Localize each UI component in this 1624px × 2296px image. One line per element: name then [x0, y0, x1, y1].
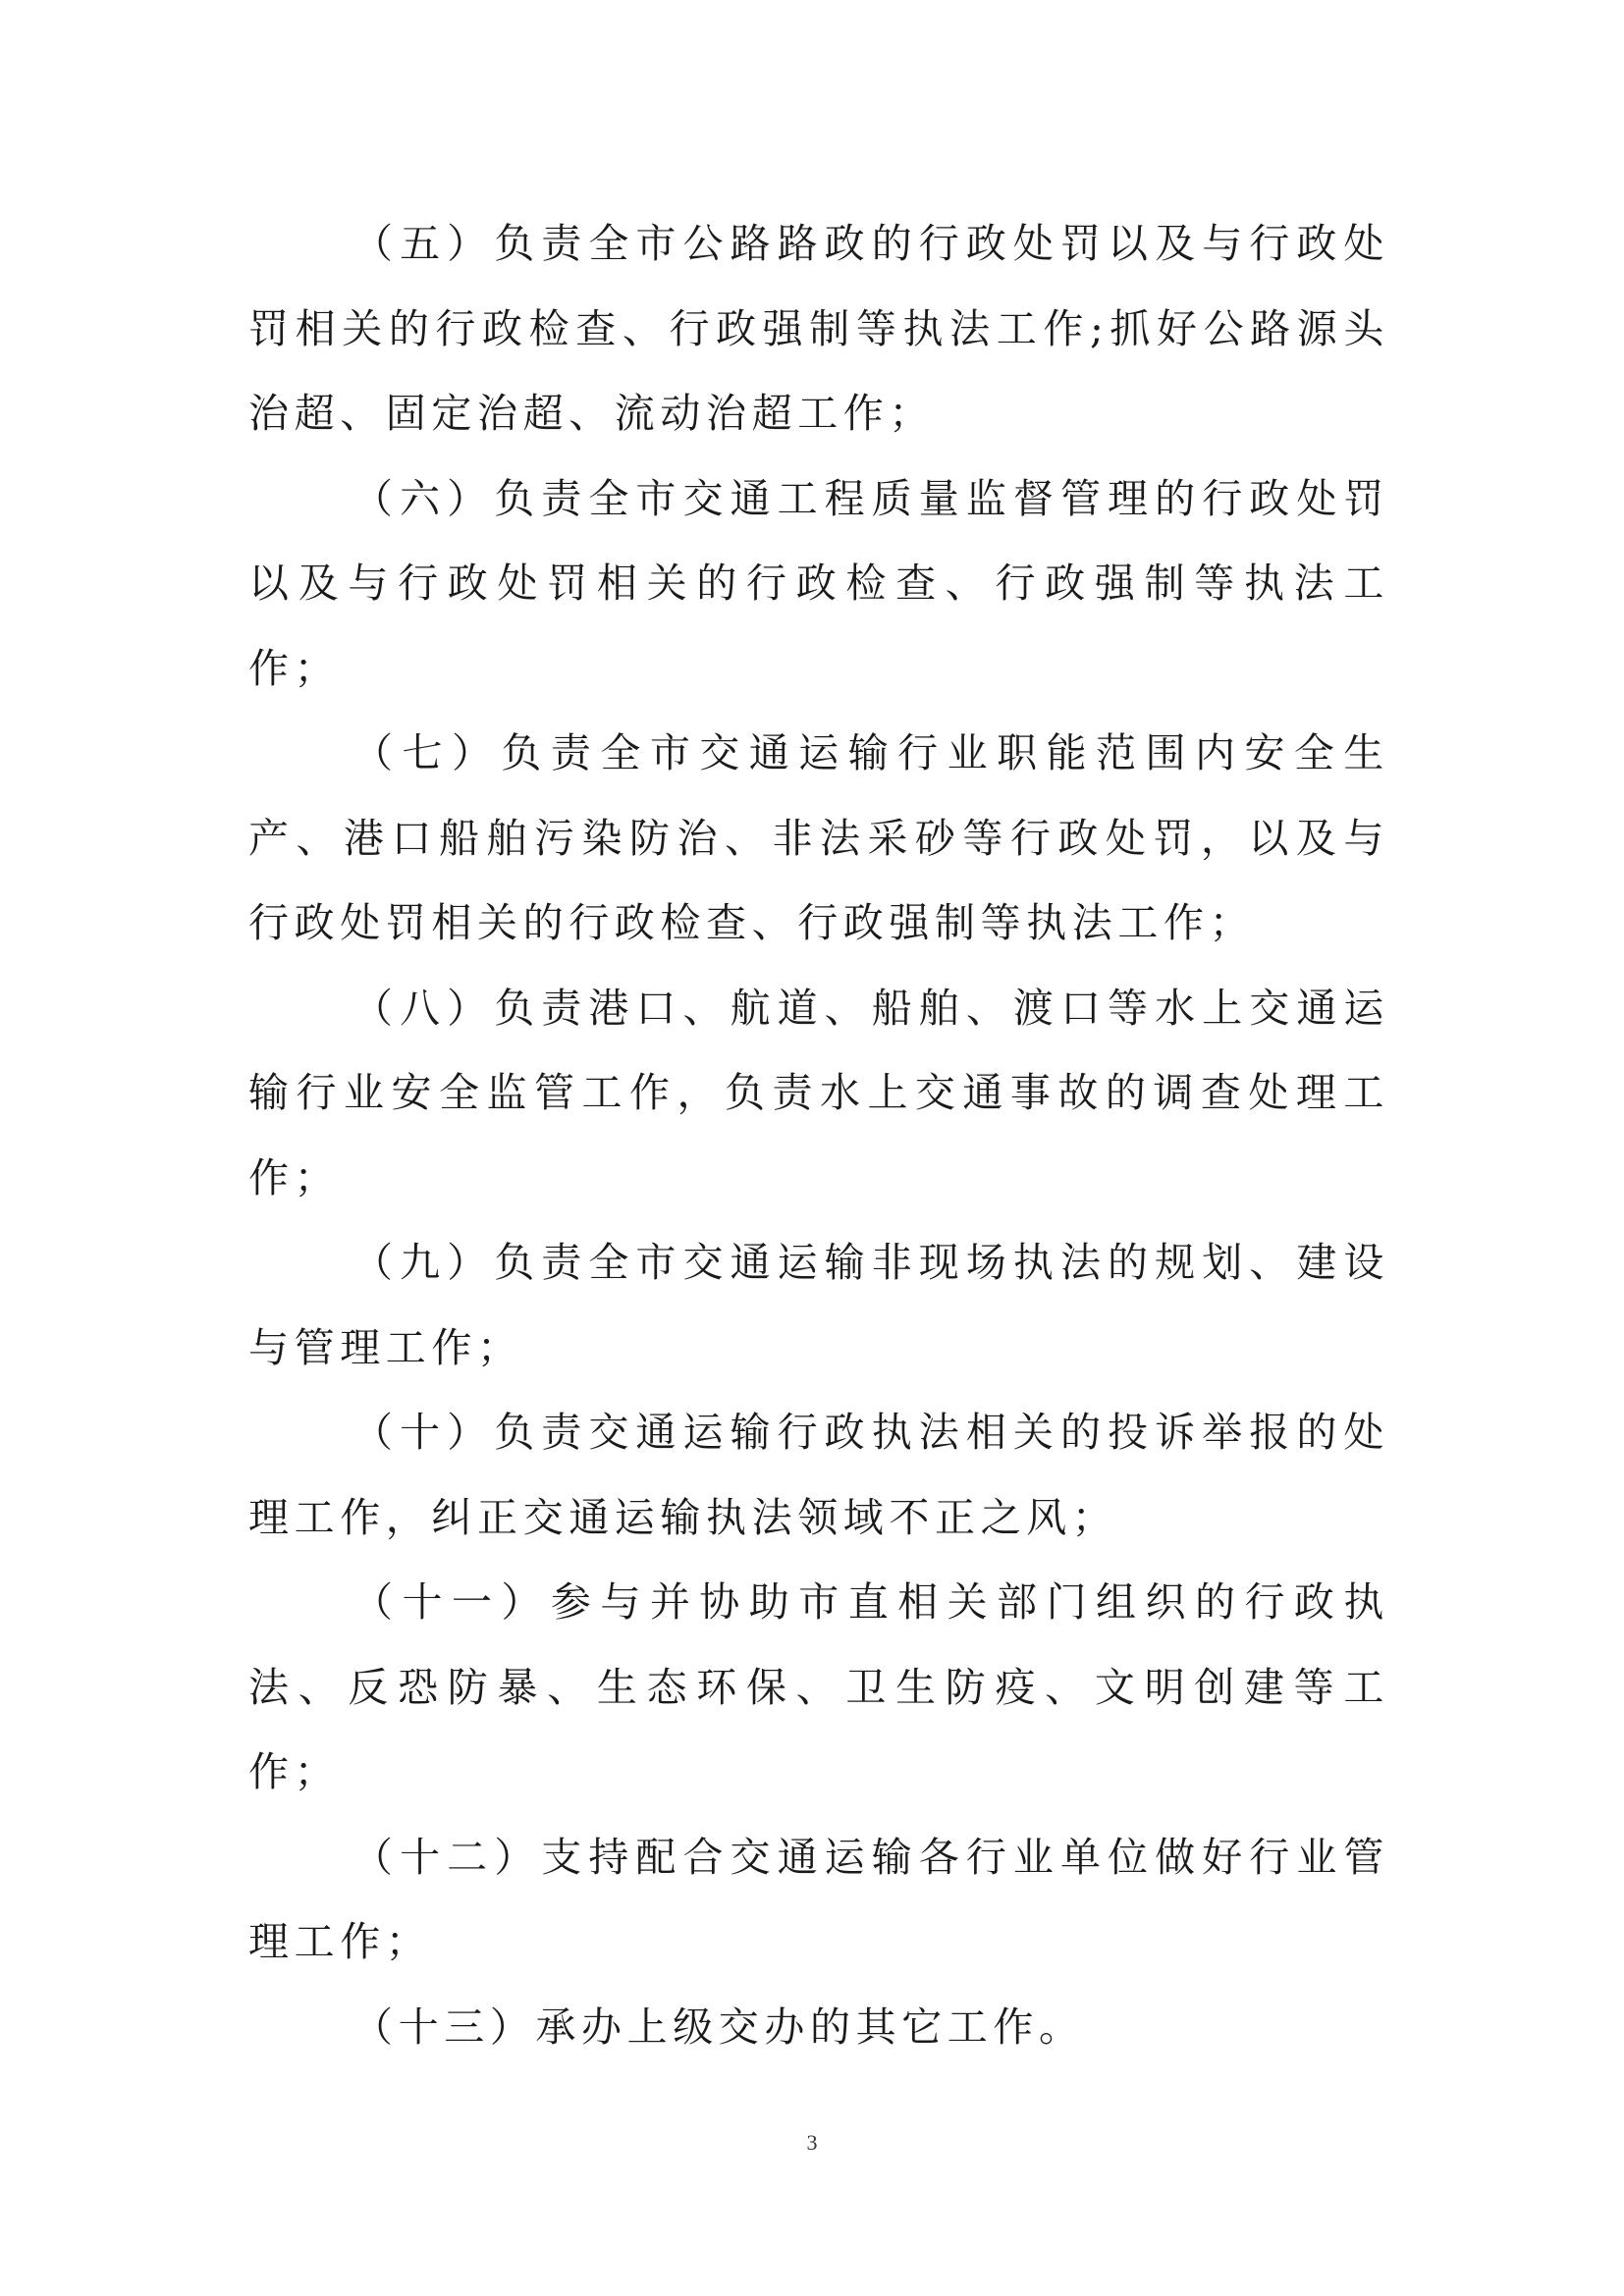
document-body — [248, 201, 1389, 2069]
paragraph-item-8: （八）负责港口、航道、船舶、渡口等水上交通运输行业安全监管工作，负责水上交通事故的调查处理工作； — [248, 984, 1389, 1201]
paragraph-item-11: （十一）参与并协助市直相关部门组织的行政执法、反恐防暴、生态环保、卫生防疫、文明创建等工作； — [248, 1578, 1389, 1795]
paragraph-item-13: （十三）承办上级交办的其它工作。 — [352, 2002, 1085, 2051]
paragraph-item-7: （七）负责全市交通运输行业职能范围内安全生产、港口船舶污染防治、非法采砂等行政处罚，以及与行政处罚相关的行政检查、行政强制等执法工作； — [248, 729, 1389, 946]
paragraph-item-12: （十二）支持配合交通运输各行业单位做好行业管理工作； — [248, 1833, 1389, 1965]
paragraph-item-9: （九）负责全市交通运输非现场执法的规划、建设与管理工作； — [248, 1239, 1389, 1371]
paragraph-item-10: （十）负责交通运输行政执法相关的投诉举报的处理工作，纠正交通运输执法领域不正之风； — [248, 1409, 1389, 1541]
page-number: 3 — [806, 2130, 818, 2155]
paragraph-item-6: （六）负责全市交通工程质量监督管理的行政处罚以及与行政处罚相关的行政检查、行政强制等执法工作； — [248, 474, 1389, 692]
paragraph-item-5: （五）负责全市公路路政的行政处罚以及与行政处罚相关的行政检查、行政强制等执法工作;抓好公路源头治超、固定治超、流动治超工作； — [248, 220, 1389, 437]
